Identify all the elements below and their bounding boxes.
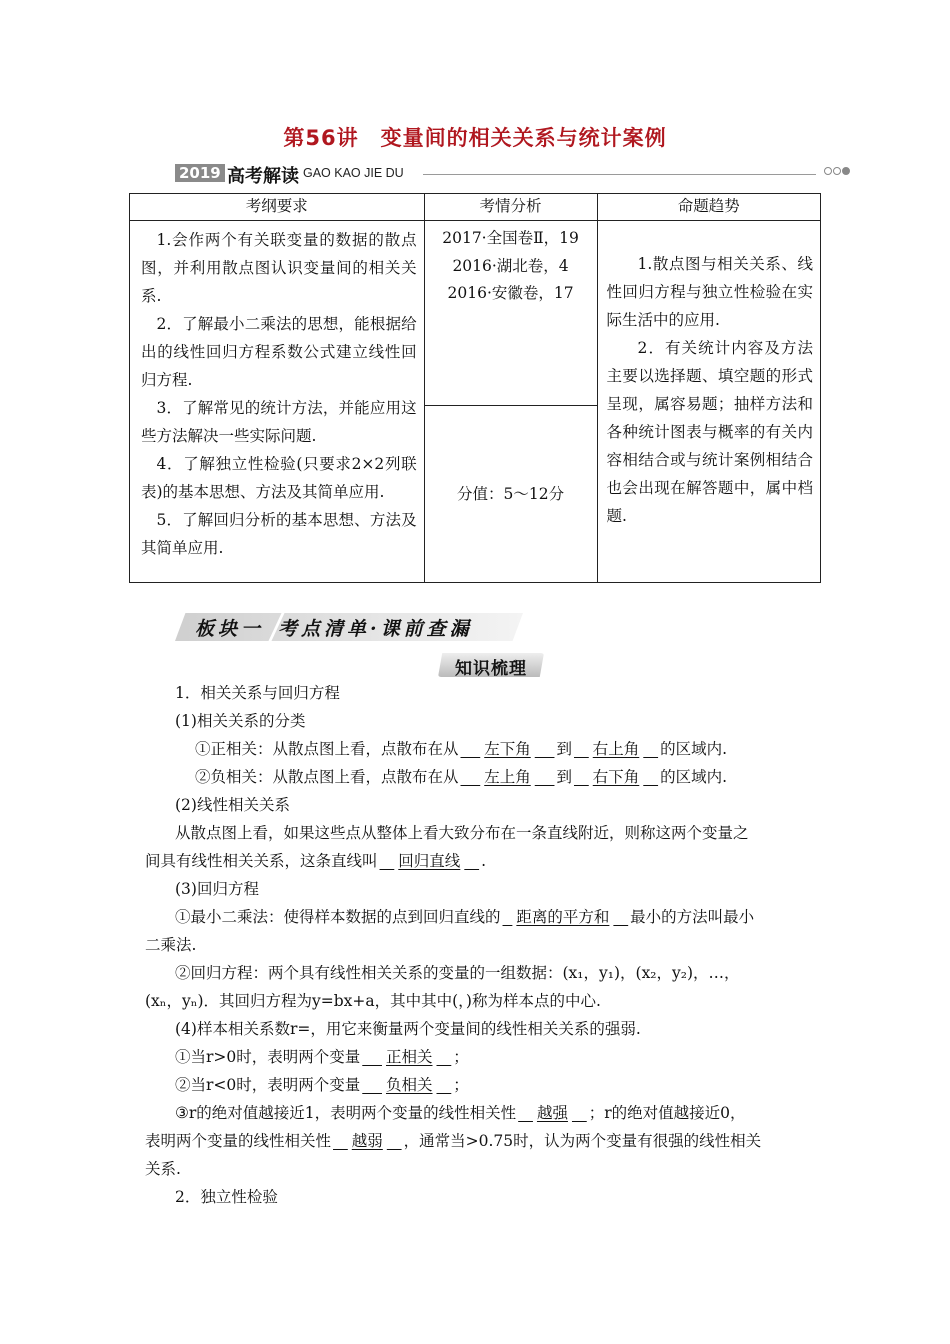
answer-blank: 距离的平方和	[516, 908, 610, 926]
banner-dots-icon	[823, 167, 850, 178]
answer-blank: 正相关	[385, 1048, 433, 1066]
answer-blank: 左下角	[484, 740, 531, 758]
negative-correlation-line: ②负相关：从散点图上看，点散布在从 左上角 到 右下角 的区域内.	[195, 768, 727, 786]
requirement-item: 1.会作两个有关联变量的数据的散点图，并利用散点图认识变量间的相关关系.	[141, 231, 417, 305]
trend-item: 1.散点图与相关关系、线性回归方程与独立性检验在实际生活中的应用.	[606, 255, 813, 329]
least-squares-cont: 二乘法.	[145, 936, 197, 954]
abs-r-line-3: 关系.	[145, 1160, 181, 1178]
requirement-item: 3．了解常见的统计方法，并能应用这些方法解决一些实际问题.	[141, 399, 417, 445]
linear-text-2: 间具有线性相关关系，这条直线叫 回归直线 .	[145, 852, 487, 870]
abs-r-line-1: ③r的绝对值越接近1，表明两个变量的线性相关性 越强 ；r的绝对值越接近0，	[175, 1104, 746, 1122]
answer-blank: 右上角	[592, 740, 640, 758]
trends-cell	[597, 221, 820, 583]
linear-text-1: 从散点图上看，如果这些点从整体上看大致分布在一条直线附近，则称这两个变量之	[175, 824, 749, 842]
answer-blank: 越强	[536, 1104, 568, 1122]
requirement-item: 5．了解回归分析的基本思想、方法及其简单应用.	[141, 511, 417, 557]
r-positive-line: ①当r>0时，表明两个变量 正相关 ；	[175, 1048, 469, 1066]
answer-blank: 回归直线	[398, 852, 461, 870]
answer-blank: 负相关	[385, 1076, 433, 1094]
analysis-item: 2016·湖北卷，4	[452, 256, 569, 275]
analysis-item: 2016·安徽卷，17	[447, 284, 574, 302]
score-range: 分值：5～12分	[425, 405, 597, 582]
heading-1-1: (1)相关关系的分类	[175, 712, 306, 730]
abs-r-line-2: 表明两个变量的线性相关性 越弱 ，通常当>0.75时，认为两个变量有很强的线性相关	[145, 1132, 762, 1150]
heading-1-3: (3)回归方程	[175, 880, 259, 898]
regression-line-2: (xₙ，yₙ)．其回归方程为y=bx+a，其中其中(，)称为样本点的中心.	[145, 992, 601, 1010]
positive-correlation-line: ①正相关：从散点图上看，点散布在从 左下角 到 右上角 的区域内.	[195, 740, 727, 758]
subsection-title: 知识梳理	[455, 659, 527, 679]
banner-pinyin: GAO KAO JIE DU	[303, 166, 404, 180]
answer-blank: 左上角	[484, 768, 531, 786]
analysis-cell	[424, 221, 597, 583]
gaokao-banner	[175, 162, 850, 187]
requirements-cell	[130, 221, 425, 583]
banner-rule	[423, 174, 816, 175]
analysis-item: 2017·全国卷Ⅱ，19	[442, 229, 579, 247]
trend-item: 2．有关统计内容及方法主要以选择题、填空题的形式呈现，属容易题；抽样方法和各种统计图表与概率的有关内容相结合或与统计案例相结合也会出现在解答题中，属中档题.	[606, 339, 813, 525]
lecture-number: 第56讲	[283, 126, 359, 150]
heading-2: 2．独立性检验	[175, 1188, 278, 1206]
least-squares-line: ①最小二乘法：使得样本数据的点到回归直线的 距离的平方和 最小的方法叫最小	[175, 908, 755, 926]
answer-blank: 右下角	[592, 768, 640, 786]
header-requirements: 考纲要求	[130, 194, 425, 221]
answer-blank: 越弱	[351, 1132, 383, 1150]
page-title	[0, 122, 950, 152]
requirement-item: 4．了解独立性检验(只要求2×2列联表)的基本思想、方法及其简单应用.	[141, 455, 417, 501]
requirement-item: 2．了解最小二乘法的思想，能根据给出的线性回归方程系数公式建立线性回归方程.	[141, 315, 417, 389]
content-body	[145, 679, 810, 1211]
banner-heading: 高考解读	[227, 166, 299, 187]
exam-analysis-table	[129, 193, 821, 583]
section-label: 板块一	[195, 618, 265, 640]
section-header	[175, 610, 525, 644]
heading-1-2: (2)线性相关关系	[175, 796, 290, 814]
heading-1: 1．相关关系与回归方程	[175, 684, 340, 702]
lecture-topic: 变量间的相关关系与统计案例	[380, 126, 667, 150]
header-analysis: 考情分析	[424, 194, 597, 221]
banner-year: 2019	[175, 164, 225, 182]
subsection-header	[438, 653, 544, 677]
section-title: 考点清单·课前查漏	[278, 618, 473, 640]
r-negative-line: ②当r<0时，表明两个变量 负相关 ；	[175, 1076, 469, 1094]
regression-line-1: ②回归方程：两个具有线性相关关系的变量的一组数据：(x₁，y₁)，(x₂，y₂)，…，	[175, 964, 740, 982]
heading-1-4: (4)样本相关系数r=，用它来衡量两个变量间的线性相关关系的强弱.	[175, 1020, 641, 1038]
header-trends: 命题趋势	[597, 194, 820, 221]
